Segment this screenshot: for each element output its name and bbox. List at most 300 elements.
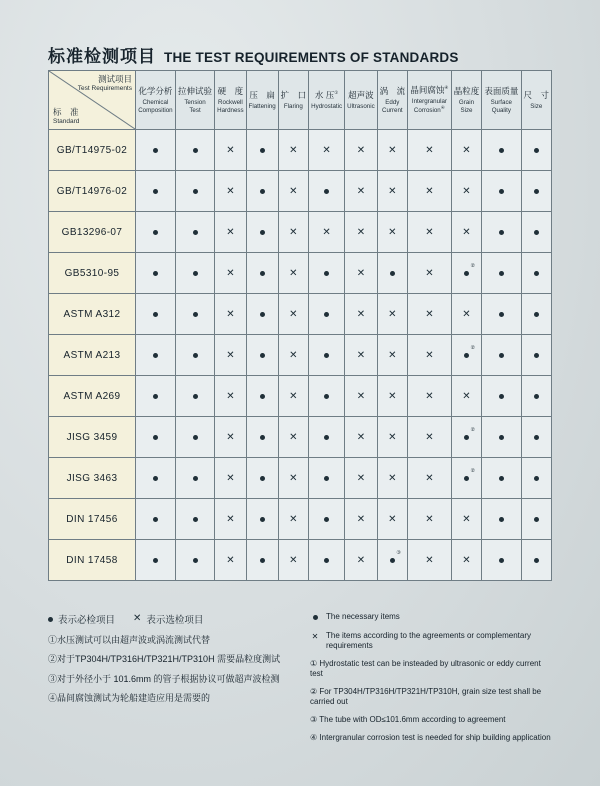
legend-note-en-text: ③ The tube with OD≤101.6mm according to agreement (310, 715, 506, 724)
standard-name-cell: GB13296-07 (49, 212, 136, 253)
cross-icon: ✕ (462, 554, 471, 566)
mark-cell (451, 171, 481, 212)
filled-dot-icon (324, 268, 329, 279)
cross-icon: ✕ (462, 513, 471, 525)
legend-note (48, 635, 310, 646)
standard-name-cell: GB/T14976-02 (49, 171, 136, 212)
filled-dot-icon (193, 555, 198, 566)
mark-cell (377, 335, 407, 376)
cross-icon: ✕ (322, 144, 331, 156)
column-header-cn: 尺 寸 (523, 89, 550, 100)
legend-dot-label-cn: 表示必检项目 (58, 615, 116, 626)
standard-name-cell: GB5310-95 (49, 253, 136, 294)
filled-dot-icon (534, 555, 539, 566)
column-header-cn: 超声波 (348, 89, 374, 100)
mark-cell (215, 376, 246, 417)
mark-cell (482, 376, 521, 417)
mark-cell (175, 130, 214, 171)
mark-cell (136, 171, 176, 212)
table-row (49, 130, 552, 171)
mark-cell (345, 212, 377, 253)
filled-dot-icon (153, 391, 158, 402)
mark-cell (482, 294, 521, 335)
filled-dot-icon (193, 473, 198, 484)
standard-name-cell: ASTM A269 (49, 376, 136, 417)
mark-cell (246, 376, 278, 417)
legend-head-en-cross (310, 631, 552, 651)
filled-dot-icon (534, 309, 539, 320)
mark-cell (451, 294, 481, 335)
mark-cell (309, 130, 345, 171)
mark-cell (136, 458, 176, 499)
mark-cell (345, 130, 377, 171)
mark-cell (246, 458, 278, 499)
mark-cell (408, 458, 452, 499)
table-row (49, 253, 552, 294)
legend-note-en (310, 733, 552, 743)
filled-dot-icon (464, 344, 475, 361)
mark-cell (482, 417, 521, 458)
filled-dot-icon (464, 467, 475, 484)
mark-cell (246, 171, 278, 212)
cross-icon: ✕ (356, 144, 366, 156)
column-header-2 (175, 71, 214, 130)
mark-cell (309, 540, 345, 581)
column-header-cn: 涡 流 (379, 86, 406, 97)
standard-name-cell: ASTM A312 (49, 294, 136, 335)
mark-cell (246, 499, 278, 540)
mark-cell (175, 376, 214, 417)
cross-icon: ✕ (226, 308, 235, 320)
mark-cell (451, 417, 481, 458)
mark-cell (345, 417, 377, 458)
filled-dot-icon (464, 262, 475, 279)
filled-dot-icon (153, 145, 158, 156)
table-row (49, 335, 552, 376)
column-header-note-marker: ④ (444, 85, 449, 91)
legend-head-en-dot (310, 612, 552, 623)
legend-note (48, 674, 310, 685)
legend-note (48, 693, 310, 704)
column-header-en: Size (530, 102, 543, 110)
mark-cell (377, 212, 407, 253)
mark-cell (482, 212, 521, 253)
mark-cell (215, 335, 246, 376)
page-title-cn: 标准检测项目 (48, 47, 156, 66)
mark-cell (377, 376, 407, 417)
mark-cell (521, 335, 551, 376)
mark-cell (278, 294, 308, 335)
mark-cell (278, 417, 308, 458)
filled-dot-icon (534, 514, 539, 525)
mark-cell (136, 540, 176, 581)
column-header-10 (451, 71, 481, 130)
mark-cell (278, 499, 308, 540)
cross-icon: ✕ (425, 267, 434, 279)
mark-cell (408, 335, 452, 376)
filled-dot-icon (499, 514, 504, 525)
column-header-en: Chemical Composition (138, 99, 173, 114)
mark-cell (136, 335, 176, 376)
mark-cell (521, 376, 551, 417)
legend-cross-item-cn (133, 612, 203, 626)
filled-dot-icon (260, 268, 265, 279)
cross-icon: ✕ (289, 267, 298, 279)
filled-dot-icon (499, 432, 504, 443)
legend-cn-notes (48, 635, 310, 704)
mark-cell (521, 171, 551, 212)
standard-name-cell: GB/T14975-02 (49, 130, 136, 171)
corner-top-en: Test Requirements (77, 84, 132, 92)
mark-cell (215, 212, 246, 253)
filled-dot-icon (499, 555, 504, 566)
mark-cell (408, 130, 452, 171)
cross-icon: ✕ (356, 554, 366, 566)
mark-cell (246, 540, 278, 581)
mark-cell (521, 294, 551, 335)
filled-dot-icon (193, 309, 198, 320)
mark-cell (215, 540, 246, 581)
mark-cell (136, 499, 176, 540)
filled-dot-icon (193, 186, 198, 197)
cross-icon: ✕ (226, 431, 235, 443)
column-header-3 (215, 71, 246, 130)
mark-cell (215, 253, 246, 294)
mark-cell (521, 253, 551, 294)
mark-cell (482, 253, 521, 294)
mark-cell (408, 417, 452, 458)
column-header-7 (345, 71, 377, 130)
legend-note-en (310, 687, 552, 707)
mark-cell (175, 171, 214, 212)
mark-cell (377, 130, 407, 171)
column-header-12 (521, 71, 551, 130)
mark-cell (377, 171, 407, 212)
mark-note-marker: ② (470, 426, 475, 433)
mark-cell (521, 499, 551, 540)
mark-cell (408, 376, 452, 417)
column-header-11 (482, 71, 521, 130)
mark-cell (246, 417, 278, 458)
column-header-en: Eddy Current (382, 99, 403, 114)
mark-cell (482, 171, 521, 212)
cross-icon: ✕ (226, 185, 235, 197)
mark-cell (377, 458, 407, 499)
mark-cell (246, 130, 278, 171)
cross-icon: ✕ (425, 144, 434, 156)
mark-cell (482, 335, 521, 376)
cross-icon: ✕ (289, 226, 298, 238)
column-header-en: Rockwell Hardness (217, 99, 244, 114)
filled-dot-icon (324, 432, 329, 443)
legend-note-en (310, 659, 552, 679)
mark-cell (408, 499, 452, 540)
filled-dot-icon (260, 309, 265, 320)
cross-icon: ✕ (133, 613, 142, 624)
filled-dot-icon (260, 391, 265, 402)
cross-icon: ✕ (226, 349, 235, 361)
mark-cell (345, 294, 377, 335)
column-header-en: Tension Test (184, 99, 206, 114)
table-row (49, 540, 552, 581)
filled-dot-icon (153, 555, 158, 566)
cross-icon: ✕ (388, 472, 397, 484)
cross-icon: ✕ (289, 185, 298, 197)
filled-dot-icon (324, 555, 329, 566)
cross-icon: ✕ (311, 632, 319, 641)
column-header-cn: 扩 口 (280, 89, 307, 100)
mark-cell (278, 335, 308, 376)
cross-icon: ✕ (425, 349, 434, 361)
cross-icon: ✕ (289, 390, 298, 402)
mark-cell (451, 253, 481, 294)
legend-note-text: ④晶间腐蚀测试为轮船建造应用是需要的 (48, 692, 211, 703)
filled-dot-icon (48, 617, 53, 622)
mark-cell (175, 335, 214, 376)
mark-cell (521, 540, 551, 581)
column-header-cn: 水 压① (314, 89, 339, 100)
mark-cell (345, 253, 377, 294)
standard-name-cell: ASTM A213 (49, 335, 136, 376)
table-body (49, 130, 552, 581)
mark-cell (309, 171, 345, 212)
legend-english (310, 612, 552, 751)
cross-icon: ✕ (356, 349, 366, 361)
legend-note-en (310, 715, 552, 725)
column-header-8 (377, 71, 407, 130)
cross-icon: ✕ (356, 390, 366, 402)
column-header-cn: 表面质量 (484, 86, 519, 97)
cross-icon: ✕ (425, 390, 434, 402)
mark-cell (377, 253, 407, 294)
cross-icon: ✕ (289, 308, 298, 320)
cross-icon: ✕ (425, 513, 434, 525)
mark-note-marker: ② (470, 344, 475, 351)
cross-icon: ✕ (289, 144, 298, 156)
cross-icon: ✕ (425, 185, 434, 197)
corner-top-cn: 测试项目 (97, 74, 132, 84)
filled-dot-icon (193, 391, 198, 402)
mark-cell (246, 212, 278, 253)
mark-cell (246, 335, 278, 376)
column-header-cn: 化学分析 (138, 86, 173, 97)
filled-dot-icon (193, 432, 198, 443)
mark-cell (345, 458, 377, 499)
mark-cell (215, 417, 246, 458)
filled-dot-icon (153, 186, 158, 197)
legend-note-text: ②对于TP304H/TP316H/TP321H/TP310H 需要晶粒度测试 (48, 654, 281, 665)
mark-cell (408, 540, 452, 581)
mark-cell (451, 499, 481, 540)
mark-cell (215, 171, 246, 212)
cross-icon: ✕ (226, 472, 235, 484)
filled-dot-icon (499, 227, 504, 238)
filled-dot-icon (534, 268, 539, 279)
mark-cell (215, 458, 246, 499)
legend-cross-label-cn: 表示选检项目 (146, 615, 204, 626)
table-header (49, 71, 552, 130)
filled-dot-icon (534, 350, 539, 361)
legend-note-en-text: ① Hydrostatic test can be insteaded by ultrasonic or eddy current test (310, 659, 541, 678)
mark-cell (136, 376, 176, 417)
legend-note-en-text: ④ Intergranular corrosion test is needed for ship building application (310, 733, 551, 742)
filled-dot-icon (260, 186, 265, 197)
legend (48, 612, 552, 751)
mark-cell (482, 540, 521, 581)
filled-dot-icon (260, 432, 265, 443)
mark-cell (278, 212, 308, 253)
cross-icon: ✕ (388, 185, 397, 197)
filled-dot-icon (260, 473, 265, 484)
corner-bottom-cn: 标 准 (53, 106, 79, 117)
column-header-cn: 压 扁 (249, 89, 275, 100)
mark-cell (345, 540, 377, 581)
mark-cell (278, 130, 308, 171)
mark-note-marker: ② (470, 467, 475, 474)
column-header-en: Grain Size (458, 99, 475, 114)
standard-name-cell: DIN 17456 (49, 499, 136, 540)
cross-icon: ✕ (425, 554, 434, 566)
filled-dot-icon (260, 350, 265, 361)
column-header-1 (136, 71, 176, 130)
filled-dot-icon (193, 145, 198, 156)
mark-cell (309, 376, 345, 417)
filled-dot-icon (153, 268, 158, 279)
cross-icon: ✕ (356, 431, 366, 443)
mark-cell (175, 540, 214, 581)
table-row (49, 171, 552, 212)
filled-dot-icon (153, 350, 158, 361)
table-row (49, 294, 552, 335)
cross-icon: ✕ (388, 431, 397, 443)
mark-cell (309, 458, 345, 499)
legend-note-en-text: ② For TP304H/TP316H/TP321H/TP310H, grain size test shall be carried out (310, 687, 542, 706)
legend-note-text: ③对于外径小于 101.6mm 的管子根据协议可做超声波检测 (48, 673, 280, 684)
cross-icon: ✕ (289, 431, 298, 443)
mark-cell (278, 540, 308, 581)
filled-dot-icon (499, 309, 504, 320)
legend-note (48, 654, 310, 665)
mark-cell (377, 294, 407, 335)
filled-dot-icon (193, 514, 198, 525)
mark-cell (175, 458, 214, 499)
header-corner-cell (49, 71, 136, 130)
filled-dot-icon (464, 426, 475, 443)
mark-cell (451, 335, 481, 376)
mark-cell (345, 499, 377, 540)
mark-cell (408, 294, 452, 335)
cross-icon: ✕ (356, 472, 366, 484)
cross-icon: ✕ (289, 513, 298, 525)
mark-cell (345, 376, 377, 417)
cross-icon: ✕ (226, 144, 235, 156)
mark-cell (136, 294, 176, 335)
cross-icon: ✕ (226, 267, 235, 279)
filled-dot-icon (153, 432, 158, 443)
mark-cell (136, 212, 176, 253)
mark-cell (521, 458, 551, 499)
mark-cell (408, 171, 452, 212)
cross-icon: ✕ (226, 554, 235, 566)
legend-note-text: ①水压测试可以由超声波或涡流测试代替 (48, 635, 211, 645)
filled-dot-icon (193, 350, 198, 361)
page-title (48, 42, 459, 67)
cross-icon: ✕ (388, 226, 397, 238)
column-header-5 (278, 71, 308, 130)
column-header-9 (408, 71, 452, 130)
table-header-row (49, 71, 552, 130)
mark-cell (309, 335, 345, 376)
table-row (49, 212, 552, 253)
column-header-cn: 拉伸试验 (178, 86, 213, 97)
filled-dot-icon (499, 473, 504, 484)
mark-cell (175, 253, 214, 294)
mark-cell (482, 499, 521, 540)
table-row (49, 499, 552, 540)
mark-cell (451, 130, 481, 171)
mark-cell (521, 130, 551, 171)
cross-icon: ✕ (425, 308, 434, 320)
cross-icon: ✕ (388, 144, 397, 156)
cross-icon: ✕ (425, 226, 434, 238)
mark-cell (136, 417, 176, 458)
mark-cell (345, 171, 377, 212)
filled-dot-icon (534, 145, 539, 156)
mark-cell (215, 499, 246, 540)
mark-cell (309, 417, 345, 458)
column-header-en: Intergranular Corrosion④ (411, 98, 447, 115)
column-header-cn: 硬 度 (217, 86, 244, 97)
mark-cell (482, 458, 521, 499)
mark-cell (309, 294, 345, 335)
legend-head-en-cross-text: The items according to the agreements or complementary requirements (326, 631, 531, 650)
test-requirements-table (48, 70, 552, 581)
mark-cell (451, 212, 481, 253)
legend-chinese (48, 612, 310, 751)
mark-cell (136, 130, 176, 171)
cross-icon: ✕ (356, 308, 366, 320)
mark-cell (136, 253, 176, 294)
mark-cell (377, 540, 407, 581)
filled-dot-icon (324, 514, 329, 525)
mark-cell (451, 376, 481, 417)
filled-dot-icon (260, 514, 265, 525)
filled-dot-icon (499, 350, 504, 361)
cross-icon: ✕ (462, 185, 471, 197)
mark-cell (246, 294, 278, 335)
mark-cell (482, 130, 521, 171)
filled-dot-icon (324, 473, 329, 484)
filled-dot-icon (499, 186, 504, 197)
column-header-4 (246, 71, 278, 130)
cross-icon: ✕ (462, 308, 471, 320)
mark-cell (175, 417, 214, 458)
cross-icon: ✕ (226, 513, 235, 525)
cross-icon: ✕ (356, 185, 366, 197)
filled-dot-icon (499, 391, 504, 402)
mark-cell (215, 130, 246, 171)
cross-icon: ✕ (289, 472, 298, 484)
filled-dot-icon (153, 473, 158, 484)
cross-icon: ✕ (289, 349, 298, 361)
mark-cell (175, 294, 214, 335)
cross-icon: ✕ (388, 390, 397, 402)
cross-icon: ✕ (462, 226, 471, 238)
standard-name-cell: JISG 3463 (49, 458, 136, 499)
filled-dot-icon (534, 391, 539, 402)
filled-dot-icon (324, 186, 329, 197)
filled-dot-icon (324, 391, 329, 402)
